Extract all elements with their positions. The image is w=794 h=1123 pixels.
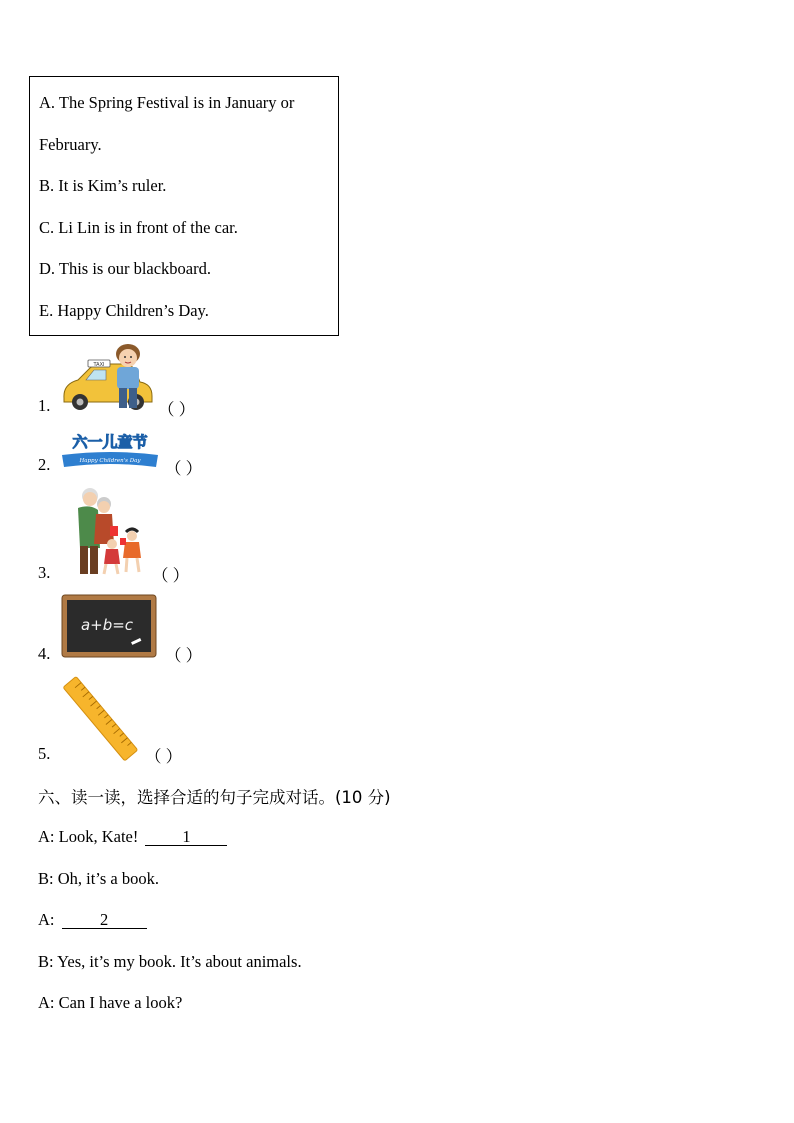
item-2-answer-paren: （ ）: [165, 459, 203, 478]
speaker-label: A:: [38, 827, 55, 846]
option-e: E. Happy Children’s Day.: [39, 301, 209, 320]
ruler-picture: [60, 676, 140, 762]
dialogue-text: Can I have a look?: [58, 993, 183, 1012]
dialogue-line-4: [38, 952, 302, 972]
dialogue-line-1: [38, 827, 227, 847]
childrens-day-banner-picture: [60, 427, 160, 471]
banner-text: 六一儿童节: [72, 433, 148, 451]
blackboard-text: a+b=c: [80, 616, 134, 634]
speaker-label: B:: [38, 869, 54, 888]
options-box: [29, 76, 339, 336]
item-1-number: 1.: [38, 396, 51, 415]
item-3-number: 3.: [38, 563, 51, 582]
item-1-answer-paren: （ ）: [158, 400, 196, 419]
option-c: C. Li Lin is in front of the car.: [39, 218, 238, 237]
item-2-number: 2.: [38, 455, 51, 474]
answer-blank-2[interactable]: 2: [62, 911, 147, 929]
dialogue-text: Oh, it’s a book.: [57, 869, 160, 888]
dialogue-line-2: [38, 869, 159, 889]
speaker-label: A:: [38, 910, 55, 929]
item-5-answer-paren: （ ）: [145, 747, 183, 766]
option-a: A. The Spring Festival is in January or: [39, 93, 295, 112]
boy-taxi-picture: [60, 340, 156, 414]
banner-subtext: Happy Children's Day: [79, 458, 141, 464]
dialogue-text: Look, Kate!: [58, 827, 139, 846]
dialogue-line-3: [38, 910, 147, 930]
dialogue-text: Yes, it’s my book. It’s about animals.: [57, 952, 302, 971]
item-3-answer-paren: （ ）: [152, 566, 190, 585]
item-4-answer-paren: （ ）: [165, 646, 203, 665]
section-heading: 六、读一读，选择合适的句子完成对话。(10 分): [38, 788, 391, 807]
grandparents-children-picture: [60, 486, 150, 578]
option-a-continued: February.: [39, 135, 102, 154]
option-b: B. It is Kim’s ruler.: [39, 176, 167, 195]
taxi-sign: TAXI: [93, 362, 105, 368]
option-d: D. This is our blackboard.: [39, 259, 212, 278]
item-5-number: 5.: [38, 744, 51, 763]
answer-blank-1[interactable]: 1: [145, 828, 227, 846]
speaker-label: A:: [38, 993, 55, 1012]
blackboard-picture: [61, 594, 157, 658]
item-4-number: 4.: [38, 644, 51, 663]
speaker-label: B:: [38, 952, 54, 971]
dialogue-line-5: [38, 993, 182, 1013]
